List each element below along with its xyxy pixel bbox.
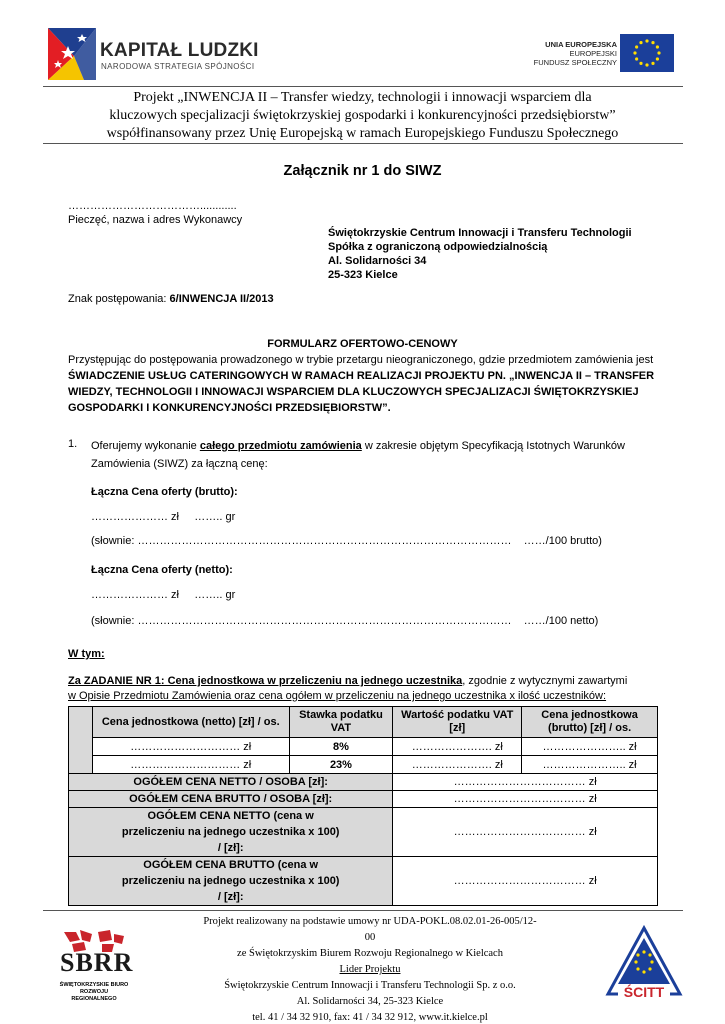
total-value: ……………………………… zł xyxy=(393,808,658,857)
table-cell: …………………. zł xyxy=(393,756,522,774)
total-value: ……………………………… zł xyxy=(393,857,658,906)
total-label: OGÓŁEM CENA NETTO / OSOBA [zł]: xyxy=(69,774,393,791)
table-row xyxy=(69,756,658,774)
intro-paragraph xyxy=(68,352,658,416)
total-label: OGÓŁEM CENA BRUTTO (cena w przeliczeniu na jednego uczestnika x 100) / [zł]: xyxy=(69,857,393,906)
eu-line2: EUROPEJSKI xyxy=(569,49,617,58)
sbrr-caption-line: ROZWOJU REGIONALNEGO xyxy=(71,989,117,1002)
total-value: ……………………………… zł xyxy=(393,774,658,791)
item-underlined: całego przedmiotu zamówienia xyxy=(199,440,362,452)
total-row xyxy=(69,808,658,857)
project-line2: kluczowych specjalizacji świętokrzyskiej gospodarki i konkurencyjności przedsiębiorstw” xyxy=(109,108,616,123)
project-line3: współfinansowany przez Unię Europejską w ramach Europejskiego Funduszu Społecznego xyxy=(106,126,619,141)
sbrr-caption-line: ŚWIĘTOKRZYSKIE BIURO xyxy=(59,982,129,988)
total-row xyxy=(69,791,658,808)
total-row xyxy=(69,774,658,791)
table-cell: …………………. zł xyxy=(393,738,522,756)
intro-line: GOSPODARKI I KONKURENCYJNOŚCI PRZEDSIĘBIORSTW”. xyxy=(68,402,391,414)
eu-line3: FUNDUSZ SPOŁECZNY xyxy=(533,58,617,67)
form-title: FORMULARZ OFERTOWO-CENOWY xyxy=(267,338,458,350)
item-line xyxy=(91,437,658,455)
eu-flag-icon xyxy=(620,34,674,72)
table-header: Stawka podatku VAT xyxy=(289,707,393,738)
recipient-line: Al. Solidarności 34 xyxy=(328,255,427,267)
table-cell: 23% xyxy=(289,756,393,774)
footer-line: Projekt realizowany na podstawie umowy nr UDA-POKL.08.02.01-26-005/12-00 xyxy=(203,916,537,943)
table-header-row xyxy=(69,707,658,738)
table-cell: ………………………… zł xyxy=(92,738,289,756)
footer-line: ze Świętokrzyskim Biurem Rozwoju Regionalnego w Kielcach xyxy=(237,948,503,959)
recipient-line: Spółka z ograniczoną odpowiedzialnością xyxy=(328,241,548,253)
table-cell: ………………….. zł xyxy=(522,756,658,774)
footer-line: Lider Projektu xyxy=(339,964,401,975)
project-line1: Projekt „INWENCJA II – Transfer wiedzy, technologii i innowacji wsparciem dla xyxy=(133,90,592,105)
net-amount: ………………… zł …….. gr xyxy=(91,589,236,601)
footer-line: tel. 41 / 34 32 910, fax: 41 / 34 32 912, www.it.kielce.pl xyxy=(252,1012,488,1023)
table-header: Cena jednostkowa (netto) [zł] / os. xyxy=(92,707,289,738)
intro-line: WIEDZY, TECHNOLOGII I INNOWACJI WSPARCIEM DLA KLUCZOWYCH SPECJALIZACJI ŚWIĘTOKRZYSKIEJ xyxy=(68,386,639,398)
intro-line: Przystępując do postępowania prowadzonego w trybie przetargu nieograniczonego, gdzie przedmiotem zamówienia jest xyxy=(68,354,654,366)
sbrr-wordmark: SBRR xyxy=(60,948,134,977)
task-description xyxy=(68,674,658,704)
reference-label: Znak postępowania: xyxy=(68,293,170,305)
recipient-line: 25-323 Kielce xyxy=(328,269,398,281)
price-table xyxy=(68,706,658,906)
document-title: Załącznik nr 1 do SIWZ xyxy=(283,163,442,179)
sbrr-logo xyxy=(54,928,134,1008)
table-corner-cell xyxy=(69,707,93,774)
table-row xyxy=(69,738,658,756)
logo-title: KAPITAŁ LUDZKI xyxy=(100,40,259,61)
task-rest: , zgodnie z wytycznymi zawartymi xyxy=(462,675,628,687)
table-cell: 8% xyxy=(289,738,393,756)
intro-line: ŚWIADCZENIE USŁUG CATERINGOWYCH W RAMACH REALIZACJI PROJEKTU PN. „INWENCJA II – TRANSFER xyxy=(68,370,655,382)
project-header xyxy=(60,89,665,143)
reference-number xyxy=(68,292,274,307)
total-label: OGÓŁEM CENA NETTO (cena w przeliczeniu na jednego uczestnika x 100) / [zł]: xyxy=(69,808,393,857)
footer-line: Świętokrzyskie Centrum Innowacji i Transferu Technologii Sp. z o.o. xyxy=(224,980,516,991)
total-row xyxy=(69,857,658,906)
task-line2: w Opisie Przedmiotu Zamówienia oraz cena ogółem w przeliczeniu na jednego uczestnika x ilość uczestników: xyxy=(68,690,607,702)
eu-line1: UNIA EUROPEJSKA xyxy=(545,40,617,49)
task-line xyxy=(68,674,658,689)
w-tym-label: W tym: xyxy=(68,648,105,660)
net-words: (słownie: ………………………………………………………………………………………… ……/100 netto) xyxy=(91,615,599,627)
gross-label: Łączna Cena oferty (brutto): xyxy=(91,486,238,498)
footer-text xyxy=(200,914,540,1024)
table-cell: ………………….. zł xyxy=(522,738,658,756)
sbrr-caption xyxy=(58,982,130,1003)
gross-amount: ………………… zł …….. gr xyxy=(91,511,236,523)
footer-divider xyxy=(43,910,683,911)
item-line2: Zamówienia (SIWZ) za łączną cenę: xyxy=(91,458,268,470)
eu-label xyxy=(534,40,617,67)
header-divider-bottom xyxy=(43,143,683,144)
table-cell: ………………………… zł xyxy=(92,756,289,774)
stamp-dots: ………………………………............ xyxy=(68,200,237,212)
total-value: ……………………………… zł xyxy=(393,791,658,808)
gross-words: (słownie: ………………………………………………………………………………………… ……/100 brutto) xyxy=(91,535,602,547)
recipient-line: Świętokrzyskie Centrum Innowacji i Transferu Technologii xyxy=(328,227,632,239)
scitt-wordmark: ŚCITT xyxy=(623,984,665,1000)
table-header: Cena jednostkowa (brutto) [zł] / os. xyxy=(522,707,658,738)
item-post: w zakresie objętym Specyfikacją Istotnych Warunków xyxy=(361,440,625,452)
item-number: 1. xyxy=(68,438,78,450)
table-header: Wartość podatku VAT [zł] xyxy=(393,707,522,738)
footer-line: Al. Solidarności 34, 25-323 Kielce xyxy=(296,996,444,1007)
net-label: Łączna Cena oferty (netto): xyxy=(91,564,233,576)
stamp-label: Pieczęć, nazwa i adres Wykonawcy xyxy=(68,214,243,226)
total-label: OGÓŁEM CENA BRUTTO / OSOBA [zł]: xyxy=(69,791,393,808)
header-divider-top xyxy=(43,86,683,87)
logo-subtitle: NARODOWA STRATEGIA SPÓJNOŚCI xyxy=(101,62,255,71)
scitt-logo xyxy=(604,924,684,1004)
recipient-address xyxy=(328,226,632,282)
task-underlined: Za ZADANIE NR 1: Cena jednostkowa w przeliczeniu na jednego uczestnika xyxy=(68,675,463,687)
item-pre: Oferujemy wykonanie xyxy=(91,440,200,452)
item-text xyxy=(91,437,658,473)
reference-value: 6/INWENCJA II/2013 xyxy=(169,293,274,305)
kapital-ludzki-logo-icon xyxy=(44,24,100,84)
